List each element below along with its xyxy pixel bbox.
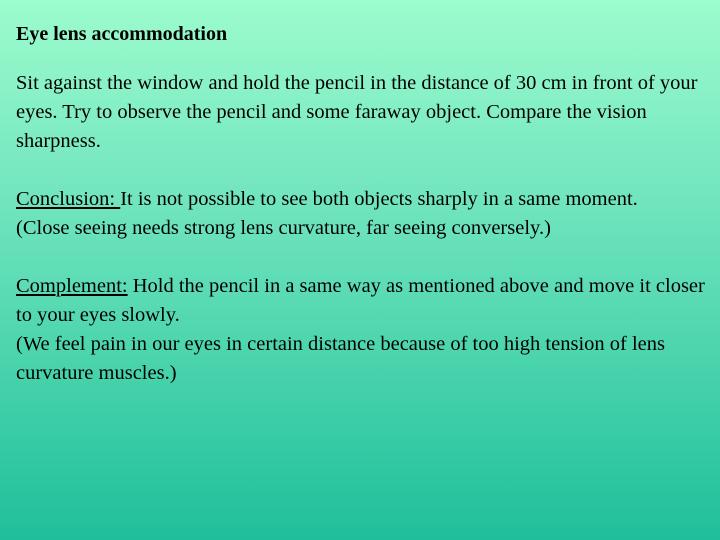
complement-text: Hold the pencil in a same way as mentioned above and move it closer to your eyes slowly. <box>16 275 705 326</box>
conclusion-note: (Close seeing needs strong lens curvature, far seeing conversely.) <box>16 217 551 239</box>
conclusion-text: It is not possible to see both objects sharply in a same moment. <box>120 188 638 210</box>
slide-title: Eye lens accommodation <box>16 23 228 45</box>
conclusion-body <box>16 185 706 214</box>
intro-paragraph <box>16 69 706 156</box>
intro-text: Sit against the window and hold the pencil in the distance of 30 cm in front of your eyes. Try to observe the pencil and some faraway object. Compare the vision sharpness. <box>16 72 698 152</box>
slide-content <box>16 20 706 417</box>
conclusion-paragraph <box>16 185 706 243</box>
complement-label: Complement: <box>16 275 128 297</box>
complement-note: (We feel pain in our eyes in certain distance because of too high tension of lens curvature muscles.) <box>16 333 666 384</box>
conclusion-label: Conclusion: <box>16 188 121 210</box>
complement-paragraph <box>16 272 706 388</box>
complement-body <box>16 272 706 330</box>
